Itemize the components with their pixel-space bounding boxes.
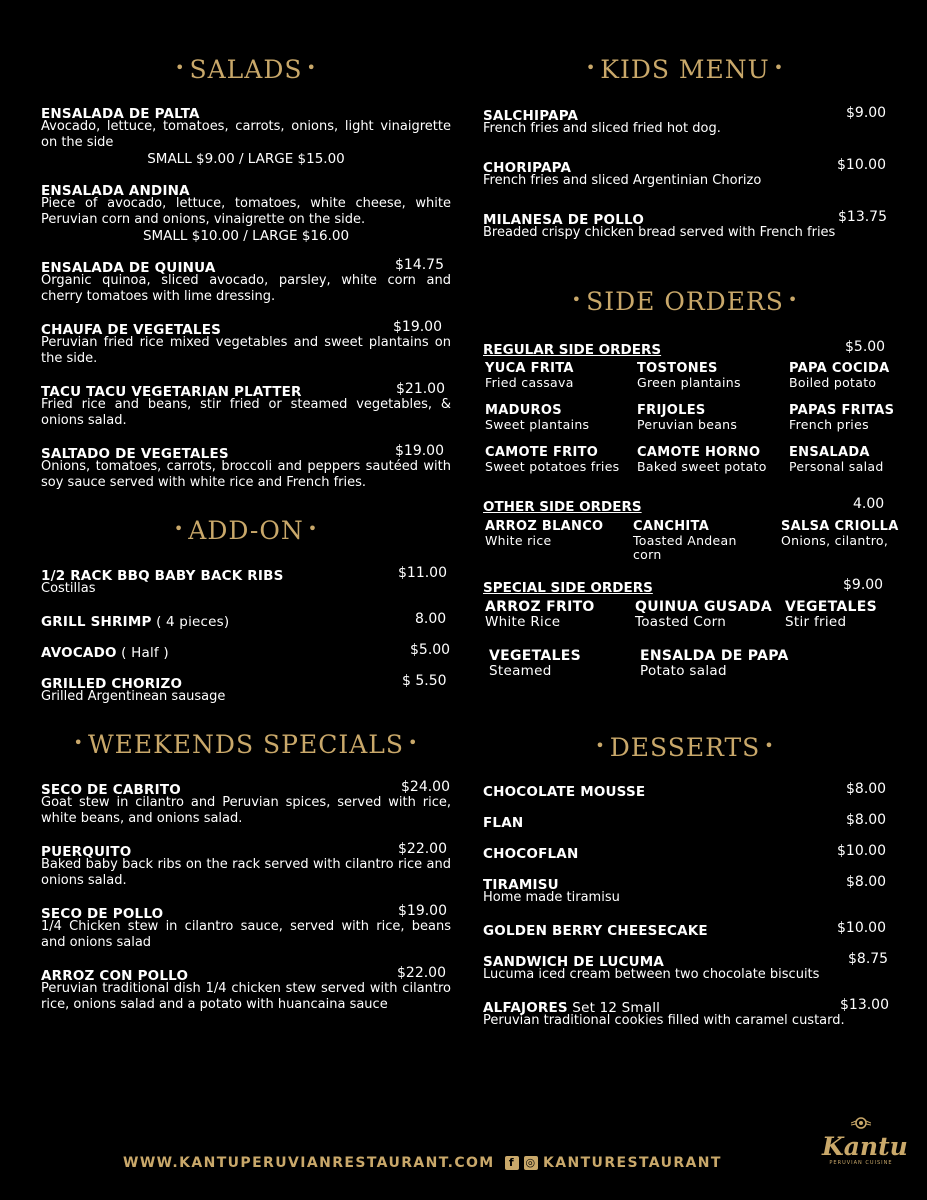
menu-item — [483, 843, 887, 862]
kids-title: • KIDS MENU • — [585, 55, 785, 84]
item-name: SECO DE POLLO — [41, 906, 164, 922]
menu-item — [41, 565, 451, 597]
item-price: $8.00 — [846, 874, 887, 890]
item-price: $14.75 — [395, 257, 444, 273]
item-name: SALTADO DE VEGETALES — [41, 446, 229, 462]
item-name: ENSALADA DE PALTA — [41, 106, 200, 122]
regular-sides-price: $5.00 — [845, 339, 886, 355]
item-price: $19.00 — [395, 443, 444, 459]
item-name: TIRAMISU — [483, 877, 559, 893]
menu-item — [483, 209, 887, 241]
logo-word: Kantu — [822, 1132, 908, 1161]
regular-sides-title: REGULAR SIDE ORDERS — [483, 342, 662, 358]
menu-item — [483, 874, 887, 906]
other-sides-price: 4.00 — [853, 496, 885, 512]
item-name: FLAN — [483, 815, 524, 831]
item-price: $13.75 — [838, 209, 887, 225]
side-item: CANCHITA Toasted Andean corn — [633, 519, 737, 562]
side-item: CAMOTE FRITO Sweet potatoes fries — [485, 445, 620, 474]
item-description: Goat stew in cilantro and Peruvian spices, served with rice, white beans, and onions salad. — [41, 795, 451, 826]
item-price: $8.75 — [848, 951, 889, 967]
menu-item — [483, 157, 887, 189]
item-name: GRILL SHRIMP ( 4 pieces) — [41, 614, 230, 630]
special-sides-price: $9.00 — [843, 577, 884, 593]
item-name: CHOCOFLAN — [483, 846, 579, 862]
menu-item — [41, 257, 451, 304]
logo-emblem-icon — [851, 1116, 871, 1130]
item-name: MILANESA DE POLLO — [483, 212, 644, 228]
item-name: SANDWICH DE LUCUMA — [483, 954, 665, 970]
menu-item — [483, 812, 887, 831]
item-price: $11.00 — [398, 565, 447, 581]
desserts-title: • DESSERTS • — [595, 733, 775, 762]
salads-title: • SALADS • — [175, 55, 317, 84]
item-name: ENSALADA ANDINA — [41, 183, 190, 199]
item-price: $5.00 — [410, 642, 451, 658]
item-price: $8.00 — [846, 812, 887, 828]
facebook-icon[interactable]: f — [505, 1156, 519, 1170]
item-price: $10.00 — [837, 157, 886, 173]
item-description: Organic quinoa, sliced avocado, parsley, white corn and cherry tomatoes with lime dressing. — [41, 273, 451, 304]
menu-item — [483, 105, 887, 137]
menu-item — [41, 965, 451, 1012]
item-description: French fries and sliced fried hot dog. — [483, 121, 721, 136]
side-item: VEGETALES Stir fried — [785, 599, 878, 630]
item-name: CHORIPAPA — [483, 160, 572, 176]
side-item: VEGETALES Steamed — [489, 648, 582, 679]
menu-item — [41, 642, 451, 661]
side-item: TOSTONES Green plantains — [637, 361, 741, 390]
item-price: $22.00 — [398, 841, 447, 857]
menu-item — [41, 611, 451, 630]
menu-item — [41, 381, 451, 428]
menu-item — [41, 841, 451, 888]
side-item: SALSA CRIOLLA Onions, cilantro, — [781, 519, 899, 548]
item-description: Peruvian fried rice mixed vegetables and sweet plantains on the side. — [41, 335, 451, 366]
other-sides-header — [483, 496, 887, 515]
menu-item — [41, 903, 451, 950]
item-price: $8.00 — [846, 781, 887, 797]
item-name: ENSALADA DE QUINUA — [41, 260, 216, 276]
social-handle[interactable] — [505, 1155, 722, 1171]
menu-item — [41, 443, 451, 490]
item-description: Lucuma iced cream between two chocolate biscuits — [483, 967, 820, 982]
side-item: FRIJOLES Peruvian beans — [637, 403, 738, 432]
other-sides-title: OTHER SIDE ORDERS — [483, 499, 642, 515]
item-description: Avocado, lettuce, tomatoes, carrots, onions, light vinaigrette on the side — [41, 119, 451, 150]
item-price: $19.00 — [398, 903, 447, 919]
regular-sides-header — [483, 339, 887, 358]
item-description: Peruvian traditional cookies filled with caramel custard. — [483, 1013, 845, 1028]
item-price: $24.00 — [401, 779, 450, 795]
special-sides-title: SPECIAL SIDE ORDERS — [483, 580, 653, 596]
item-description: Home made tiramisu — [483, 890, 620, 905]
item-price: $10.00 — [837, 843, 886, 859]
item-name: TACU TACU VEGETARIAN PLATTER — [41, 384, 302, 400]
item-name: SECO DE CABRITO — [41, 782, 181, 798]
addon-title: • ADD-ON • — [173, 516, 319, 545]
side-item: ARROZ FRITO White Rice — [485, 599, 595, 630]
menu-item — [41, 103, 451, 167]
side-item: PAPAS FRITAS French pries — [789, 403, 895, 432]
item-name: PUERQUITO — [41, 844, 132, 860]
item-name: CHOCOLATE MOUSSE — [483, 784, 646, 800]
item-description: Peruvian traditional dish 1/4 chicken stew served with cilantro rice, onions salad and a potato with huancaina sauce — [41, 981, 451, 1012]
side-item: MADUROS Sweet plantains — [485, 403, 590, 432]
side-item: ENSALADA Personal salad — [789, 445, 884, 474]
item-name: GOLDEN BERRY CHEESECAKE — [483, 923, 708, 939]
menu-item — [483, 920, 887, 939]
item-name: ALFAJORES Set 12 Small — [483, 1000, 661, 1016]
item-description: Breaded crispy chicken bread served with French fries — [483, 225, 836, 240]
side-item: ENSALDA DE PAPA Potato salad — [640, 648, 789, 679]
item-name: CHAUFA DE VEGETALES — [41, 322, 222, 338]
item-name: 1/2 RACK BBQ BABY BACK RIBS — [41, 568, 284, 584]
item-price: $19.00 — [393, 319, 442, 335]
menu-item — [483, 997, 887, 1029]
side-item: YUCA FRITA Fried cassava — [485, 361, 574, 390]
item-name: SALCHIPAPA — [483, 108, 579, 124]
item-price: $ 5.50 — [402, 673, 447, 689]
item-price: $22.00 — [397, 965, 446, 981]
item-description: Piece of avocado, lettuce, tomatoes, white cheese, white Peruvian corn and onions, vinaigrette on the side. — [41, 196, 451, 227]
item-description: 1/4 Chicken stew in cilantro sauce, served with rice, beans and onions salad — [41, 919, 451, 950]
menu-item — [41, 779, 451, 826]
item-description: Grilled Argentinean sausage — [41, 689, 226, 704]
item-price: 8.00 — [415, 611, 447, 627]
menu-item — [483, 781, 887, 800]
item-sizes: SMALL $10.00 / LARGE $16.00 — [142, 228, 350, 244]
item-name: AVOCADO ( Half ) — [41, 645, 169, 661]
item-price: $9.00 — [846, 105, 887, 121]
menu-item — [41, 180, 451, 244]
kantu-logo — [822, 1115, 908, 1170]
side-item: CAMOTE HORNO Baked sweet potato — [637, 445, 767, 474]
item-price: $21.00 — [396, 381, 445, 397]
instagram-icon[interactable]: ◎ — [525, 1156, 537, 1169]
side-item: ARROZ BLANCO White rice — [485, 519, 604, 548]
item-description: French fries and sliced Argentinian Chorizo — [483, 173, 762, 188]
item-sizes: SMALL $9.00 / LARGE $15.00 — [147, 151, 345, 167]
menu-item — [483, 951, 887, 983]
item-name: GRILLED CHORIZO — [41, 676, 183, 692]
item-price: $13.00 — [840, 997, 889, 1013]
website-link[interactable]: WWW.KANTUPERUVIANRESTAURANT.COM — [123, 1155, 495, 1171]
side-item: QUINUA GUSADA Toasted Corn — [635, 599, 772, 630]
item-description: Onions, tomatoes, carrots, broccoli and peppers sautéed with soy sauce served with white rice and French fries. — [41, 459, 451, 490]
item-name: ARROZ CON POLLO — [41, 968, 189, 984]
item-description: Costillas — [41, 581, 96, 596]
item-description: Fried rice and beans, stir fried or steamed vegetables, & onions salad. — [41, 397, 451, 428]
menu-item — [41, 673, 451, 705]
special-sides-header — [483, 577, 887, 596]
side-item: PAPA COCIDA Boiled potato — [789, 361, 890, 390]
logo-tagline: PERUVIAN CUISINE — [829, 1160, 893, 1166]
sides-title: • SIDE ORDERS • — [571, 287, 799, 316]
menu-item — [41, 319, 451, 366]
weekends-title: • WEEKENDS SPECIALS • — [73, 730, 419, 759]
item-description: Baked baby back ribs on the rack served with cilantro rice and onions salad. — [41, 857, 451, 888]
social-handle-text: KANTURESTAURANT — [543, 1155, 722, 1171]
item-price: $10.00 — [837, 920, 886, 936]
